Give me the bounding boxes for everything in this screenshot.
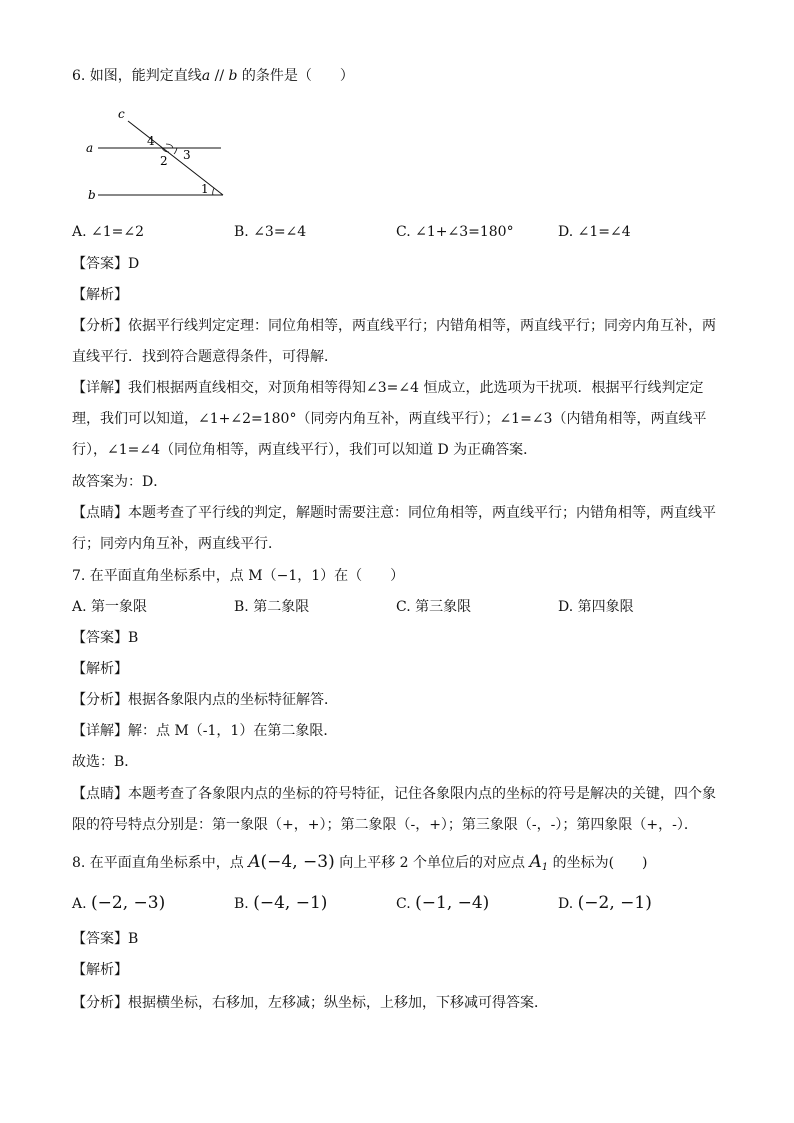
q7-comment: 【点睛】本题考查了各象限内点的坐标的符号特征，记住各象限内点的坐标的符号是解决的关键，四个象限的符号特点分别是：第一象限（+，+）；第二象限（-，+）；第三象限（-，-）；第四象限（+，-）． [72,786,716,833]
angle3-label: 3 [183,148,191,162]
q8-option-d-value: (−2, −1) [577,893,652,913]
q8-jiexi-heading: 【解析】 [72,962,128,978]
q6-detail: 【详解】我们根据两直线相交，对顶角相等得知∠3=∠4 恒成立，此选项为干扰项．根据平行线判定定理，我们可以知道，∠1+∠2=180°（同旁内角互补，两直线平行）；∠1=∠3（内错角相等，两直线平行），∠1=∠4（同位角相等，两直线平行），我们可以知道 D 为正确答案． [72,380,707,458]
q7-option-d: D. 第四象限 [558,599,634,615]
q8-answer: 【答案】B [72,931,139,947]
q6-stem-prefix: 6. 如图，能判定直线 [72,68,202,84]
q8-stem-prefix: 8. 在平面直角坐标系中，点 [72,855,249,871]
q7-option-c: C. 第三象限 [396,599,472,615]
q6-option-d: D. ∠1=∠4 [558,224,631,240]
q8-option-d-letter: D. [558,896,574,912]
q7-stem: 7. 在平面直角坐标系中，点 M（−1，1）在（ ） [72,568,405,584]
label-a: a [86,141,94,155]
q8-stem-suffix: 的坐标为( ) [548,855,648,871]
line-c [128,121,223,195]
q6-answer: 【答案】D [72,256,140,272]
label-b: b [88,188,96,200]
q6-comment: 【点睛】本题考查了平行线的判定，解题时需要注意：同位角相等，两直线平行；内错角相等，两直线平行；同旁内角互补，两直线平行． [72,505,716,552]
q8-option-a [72,893,165,914]
q8-option-b [234,893,327,914]
angle1-label: 1 [201,182,209,196]
q7-analysis: 【分析】根据各象限内点的坐标特征解答． [72,692,338,708]
q6-option-c: C. ∠1+∠3=180° [396,224,514,240]
q8-option-b-letter: B. [234,896,249,912]
q8-point-a1: A [529,852,542,872]
q7-conclusion: 故选：B． [72,754,139,770]
angle2-label: 2 [160,154,168,168]
angle4-arc [166,144,173,148]
q8-option-d [558,893,652,914]
q6-jiexi-heading: 【解析】 [72,287,128,303]
q8-analysis: 【分析】根据横坐标，右移加，左移减；纵坐标，上移加，下移减可得答案． [72,995,548,1011]
q7-jiexi-heading: 【解析】 [72,661,128,677]
q6-var-a: a [201,68,211,84]
q6-conclusion: 故答案为：D． [72,474,168,490]
q8-option-a-value: (−2, −3) [91,893,166,913]
q8-point-a: A [248,852,261,872]
label-c: c [118,107,125,121]
angle1-arc [213,188,214,195]
q6-analysis: 【分析】依据平行线判定定理：同位角相等，两直线平行；内错角相等，两直线平行；同旁内角互补，两直线平行．找到符合题意得条件，可得解． [72,318,716,365]
q6-parallel-symbol: // [210,68,229,84]
q6-stem [72,66,354,86]
q6-stem-suffix: 的条件是（ ） [237,68,354,84]
q8-stem-mid: 向上平移 2 个单位后的对应点 [334,855,530,871]
q7-option-a: A. 第一象限 [72,599,148,615]
q6-parallel-lines-figure [72,100,232,200]
q8-option-c [396,893,489,914]
q8-point-a1-subscript: 1 [541,862,549,873]
q6-option-b: B. ∠3=∠4 [234,224,307,240]
q8-option-b-value: (−4, −1) [253,893,328,913]
angle4-label: 4 [147,134,155,148]
q7-option-b: B. 第二象限 [234,599,310,615]
q8-option-c-value: (−1, −4) [415,893,490,913]
angle3-arc [174,148,177,154]
q8-option-a-letter: A. [72,896,87,912]
q7-answer: 【答案】B [72,630,139,646]
q8-stem [72,852,648,878]
q7-detail: 【详解】解：点 M（-1，1）在第二象限． [72,723,338,739]
q6-var-b: b [228,68,238,84]
q6-option-a: A. ∠1=∠2 [72,224,145,240]
q8-point-a-coords: (−4, −3) [260,852,335,872]
q8-option-c-letter: C. [396,896,411,912]
